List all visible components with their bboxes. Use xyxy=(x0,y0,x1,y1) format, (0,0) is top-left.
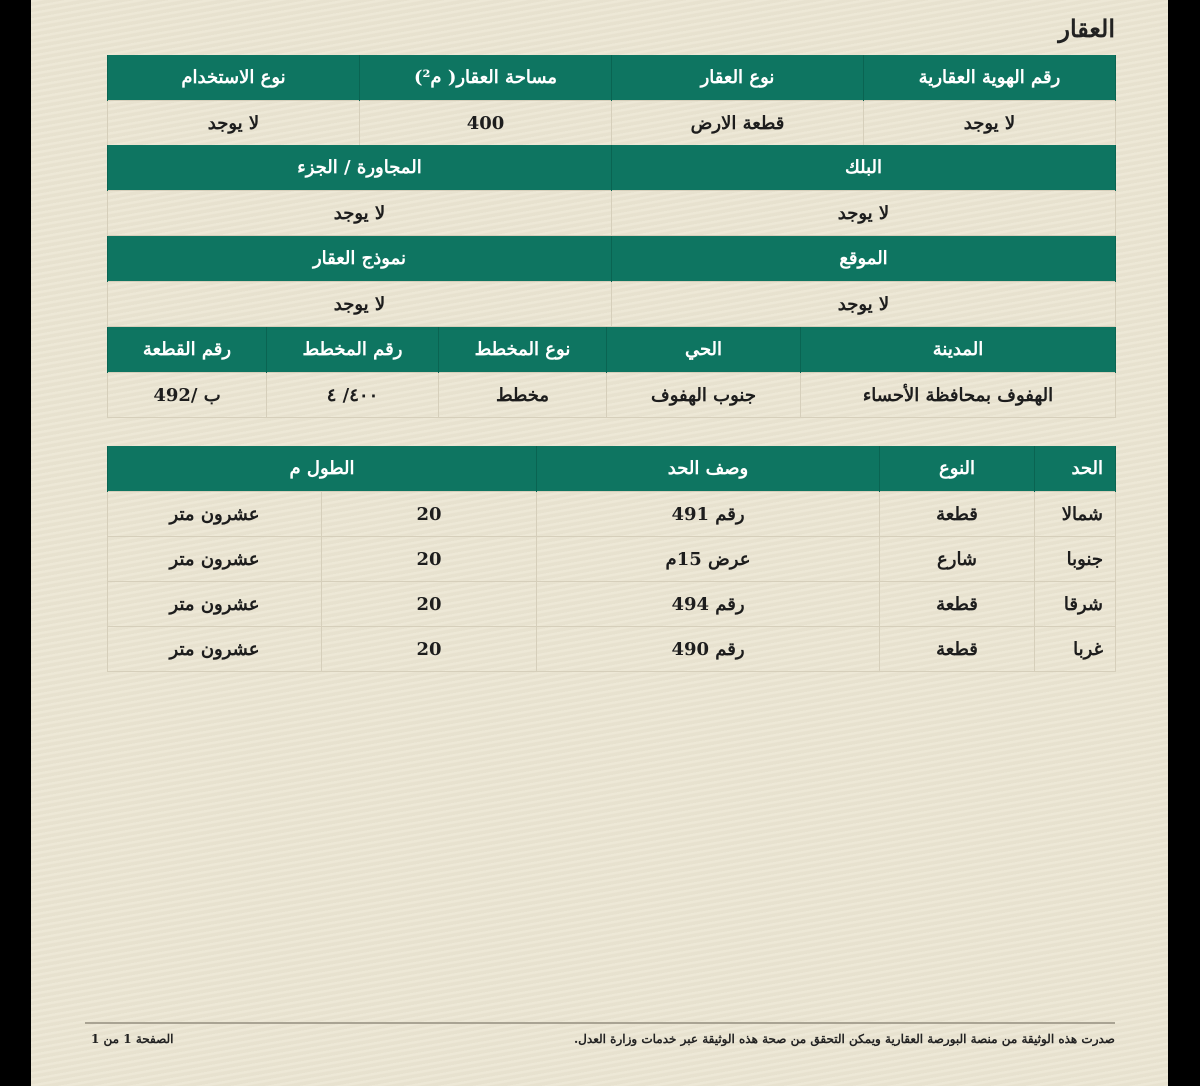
boundary-length: 20 xyxy=(322,492,537,537)
value-location: لا يوجد xyxy=(612,282,1116,327)
boundary-side: جنوبا xyxy=(1035,537,1116,582)
boundary-length: 20 xyxy=(322,582,537,627)
header-property-area: مساحة العقار( م²) xyxy=(360,55,612,101)
header-length: الطول م xyxy=(108,446,537,492)
boundary-length: 20 xyxy=(322,537,537,582)
value-neighborhood-part: لا يوجد xyxy=(108,191,612,236)
header-neighborhood-part: المجاورة / الجزء xyxy=(108,145,612,191)
boundary-type: قطعة xyxy=(880,627,1035,672)
footer-divider xyxy=(85,1022,1115,1024)
value-property-area: 400 xyxy=(360,101,612,146)
plan-table xyxy=(107,327,1116,418)
boundary-description: رقم 494 xyxy=(537,582,880,627)
header-property-model: نموذج العقار xyxy=(108,236,612,282)
value-property-type: قطعة الارض xyxy=(612,101,864,146)
section-title: العقار xyxy=(1058,14,1115,43)
block-table xyxy=(107,145,1116,236)
value-plan-type: مخطط xyxy=(439,373,607,418)
footer-notice: صدرت هذه الوثيقة من منصة البورصة العقارية ويمكن التحقق من صحة هذه الوثيقة عبر خدمات وزارة العدل. xyxy=(574,1032,1115,1046)
header-usage-type: نوع الاستخدام xyxy=(108,55,360,101)
boundary-side: شرقا xyxy=(1035,582,1116,627)
table-row xyxy=(108,492,1116,537)
value-usage-type: لا يوجد xyxy=(108,101,360,146)
value-property-id: لا يوجد xyxy=(864,101,1116,146)
boundary-length-text: عشرون متر xyxy=(108,492,322,537)
boundary-type: شارع xyxy=(880,537,1035,582)
value-block: لا يوجد xyxy=(612,191,1116,236)
header-side: الحد xyxy=(1035,446,1116,492)
header-description: وصف الحد xyxy=(537,446,880,492)
boundary-description: عرض 15م xyxy=(537,537,880,582)
header-type: النوع xyxy=(880,446,1035,492)
boundary-length: 20 xyxy=(322,627,537,672)
page-indicator: الصفحة 1 من 1 xyxy=(91,1032,174,1046)
header-property-type: نوع العقار xyxy=(612,55,864,101)
boundary-length-text: عشرون متر xyxy=(108,627,322,672)
header-city: المدينة xyxy=(801,327,1116,373)
header-parcel-number: رقم القطعة xyxy=(108,327,267,373)
table-row xyxy=(108,537,1116,582)
boundary-type: قطعة xyxy=(880,492,1035,537)
header-plan-type: نوع المخطط xyxy=(439,327,607,373)
value-parcel-number: ب /492 xyxy=(108,373,267,418)
header-property-id: رقم الهوية العقارية xyxy=(864,55,1116,101)
boundary-type: قطعة xyxy=(880,582,1035,627)
boundary-length-text: عشرون متر xyxy=(108,537,322,582)
boundary-length-text: عشرون متر xyxy=(108,582,322,627)
header-location: الموقع xyxy=(612,236,1116,282)
table-row xyxy=(108,627,1116,672)
header-block: البلك xyxy=(612,145,1116,191)
document-page xyxy=(31,0,1168,1086)
value-city: الهفوف بمحافظة الأحساء xyxy=(801,373,1116,418)
value-district: جنوب الهفوف xyxy=(607,373,801,418)
table-row xyxy=(108,582,1116,627)
header-plan-number: رقم المخطط xyxy=(267,327,439,373)
value-property-model: لا يوجد xyxy=(108,282,612,327)
boundaries-table xyxy=(107,446,1116,672)
boundary-description: رقم 490 xyxy=(537,627,880,672)
boundary-side: غربا xyxy=(1035,627,1116,672)
header-district: الحي xyxy=(607,327,801,373)
value-plan-number: ٤٠٠/ ٤ xyxy=(267,373,439,418)
location-table xyxy=(107,236,1116,327)
boundary-side: شمالا xyxy=(1035,492,1116,537)
boundary-description: رقم 491 xyxy=(537,492,880,537)
property-table xyxy=(107,55,1116,146)
